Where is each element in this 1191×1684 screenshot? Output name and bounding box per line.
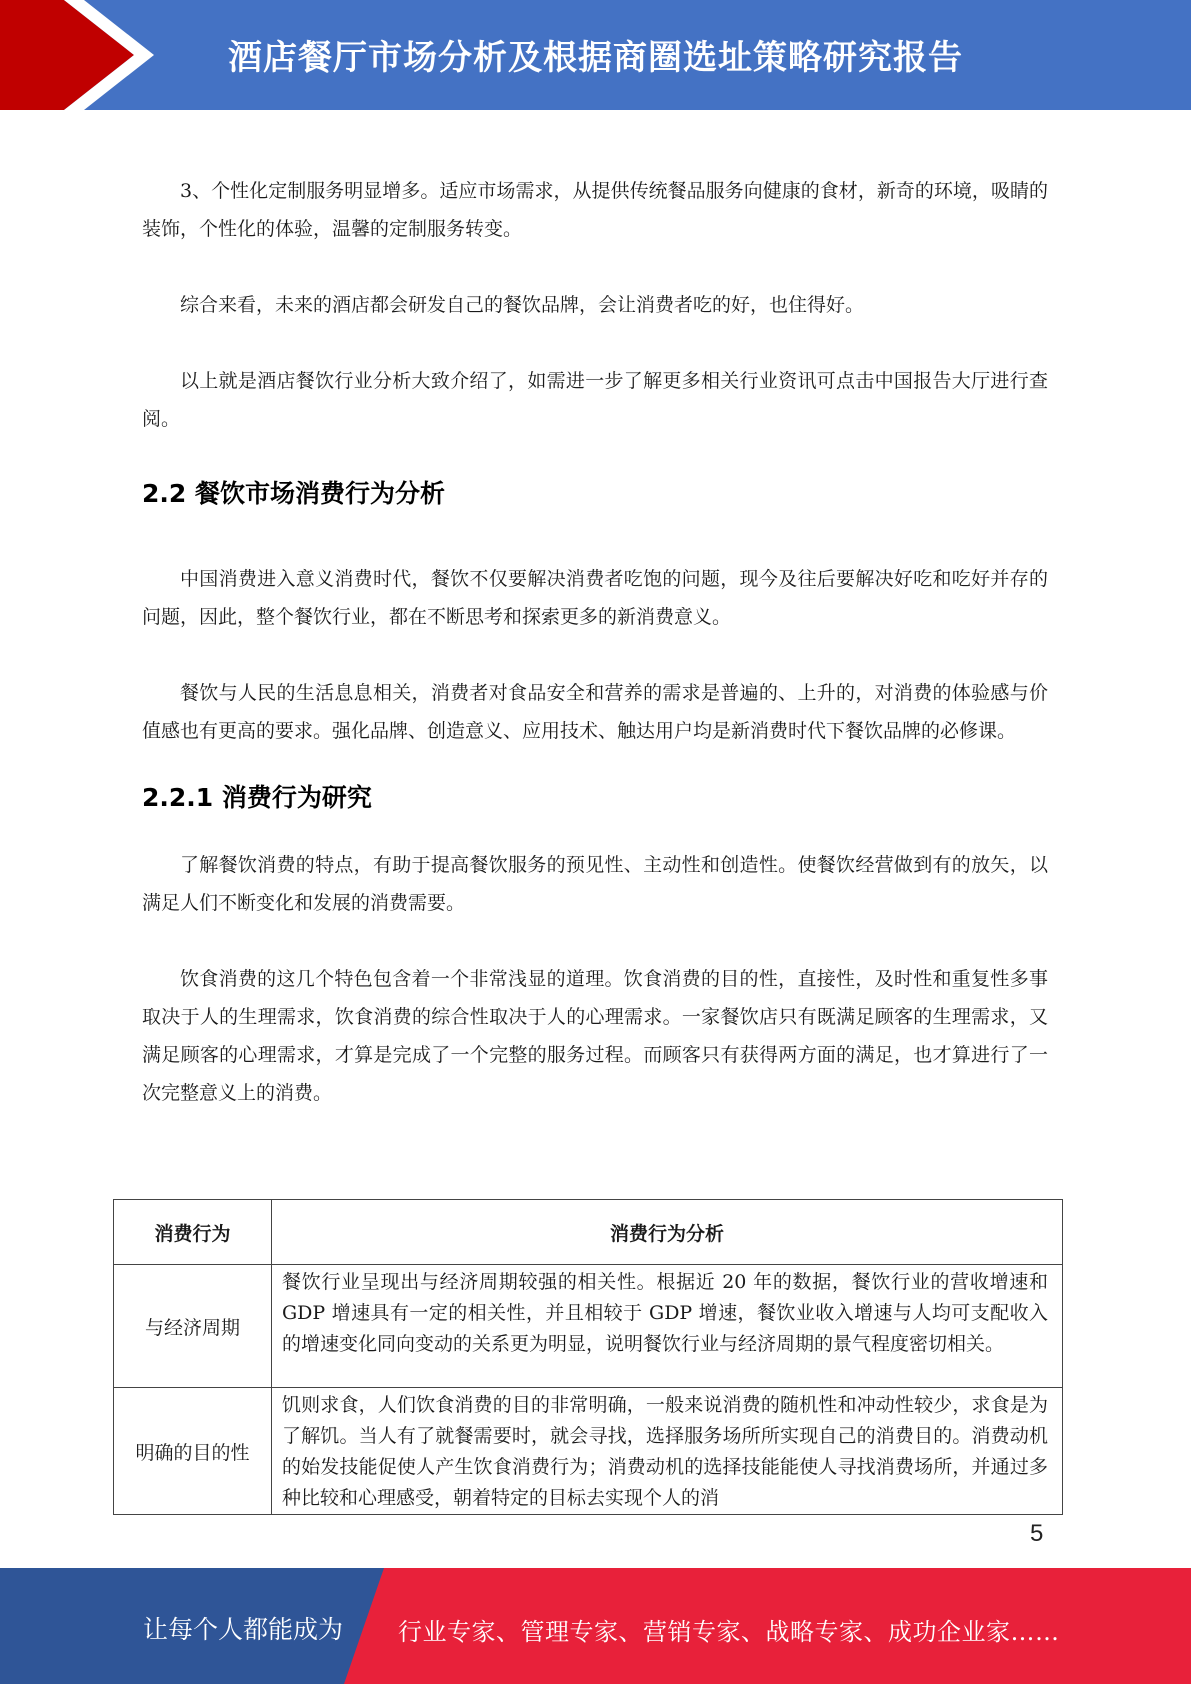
footer-slogan: 让每个人都能成为	[143, 1615, 344, 1644]
table-header-analysis: 消费行为分析	[272, 1200, 1063, 1265]
paragraph-food-consumption: 饮食消费的这几个特色包含着一个非常浅显的道理。饮食消费的目的性，直接性，及时性和重复性多事取决于人的生理需求，饮食消费的综合性取决于人的心理需求。一家餐饮店只有既满足顾客的生理需求，又满足顾客的心理需求，才算是完成了一个完整的服务过程。而顾客只有获得两方面的满足，也才算进行了一次完整意义上的消费。	[142, 968, 1048, 1104]
table-cell-behavior: 与经济周期	[114, 1265, 272, 1388]
paragraph-summary: 综合来看，未来的酒店都会研发自己的餐饮品牌，会让消费者吃的好，也住得好。	[180, 294, 865, 316]
paragraph-more-info: 以上就是酒店餐饮行业分析大致介绍了，如需进一步了解更多相关行业资讯可点击中国报告大厅进行查阅。	[142, 370, 1048, 430]
table-cell-behavior: 明确的目的性	[114, 1388, 272, 1515]
paragraph-custom-service: 3、个性化定制服务明显增多。适应市场需求，从提供传统餐品服务向健康的食材，新奇的环境，吸睛的装饰，个性化的体验，温馨的定制服务转变。	[142, 180, 1048, 240]
paragraph-meaning-consumption: 中国消费进入意义消费时代，餐饮不仅要解决消费者吃饱的问题，现今及往后要解决好吃和吃好并存的问题，因此，整个餐饮行业，都在不断思考和探索更多的新消费意义。	[142, 568, 1048, 628]
page-footer	[0, 1568, 1191, 1684]
paragraph-consumption-traits: 了解餐饮消费的特点，有助于提高餐饮服务的预见性、主动性和创造性。使餐饮经营做到有的放矢，以满足人们不断变化和发展的消费需要。	[142, 854, 1048, 914]
section-heading-2-2-1: 2.2.1 消费行为研究	[142, 783, 372, 812]
table-header-behavior: 消费行为	[114, 1200, 272, 1265]
table-row	[114, 1388, 1063, 1515]
paragraph-food-safety: 餐饮与人民的生活息息相关，消费者对食品安全和营养的需求是普遍的、上升的，对消费的体验感与价值感也有更高的要求。强化品牌、创造意义、应用技术、触达用户均是新消费时代下餐饮品牌的必修课。	[142, 682, 1048, 742]
footer-roles: 行业专家、管理专家、营销专家、战略专家、成功企业家……	[398, 1618, 1060, 1646]
table-row	[114, 1265, 1063, 1388]
page-number: 5	[1030, 1520, 1044, 1547]
page-header	[0, 0, 1191, 110]
section-heading-2-2: 2.2 餐饮市场消费行为分析	[142, 479, 445, 508]
consumption-behavior-table	[113, 1199, 1063, 1515]
table-cell-analysis: 餐饮行业呈现出与经济周期较强的相关性。根据近 20 年的数据，餐饮行业的营收增速和 GDP 增速具有一定的相关性，并且相较于 GDP 增速，餐饮业收入增速与人均可支配收入的增速变化同向变动的关系更为明显，说明餐饮行业与经济周期的景气程度密切相关。	[272, 1265, 1063, 1388]
header-chevron-icon	[0, 0, 200, 110]
document-body	[142, 172, 1048, 1112]
table-cell-analysis: 饥则求食，人们饮食消费的目的非常明确，一般来说消费的随机性和冲动性较少，求食是为了解饥。当人有了就餐需要时，就会寻找，选择服务场所所实现自己的消费目的。消费动机的始发技能促使人产生饮食消费行为；消费动机的选择技能能使人寻找消费场所，并通过多种比较和心理感受，朝着特定的目标去实现个人的消	[272, 1388, 1063, 1515]
report-title: 酒店餐厅市场分析及根据商圈选址策略研究报告	[228, 38, 963, 78]
table-header-row	[114, 1200, 1063, 1265]
